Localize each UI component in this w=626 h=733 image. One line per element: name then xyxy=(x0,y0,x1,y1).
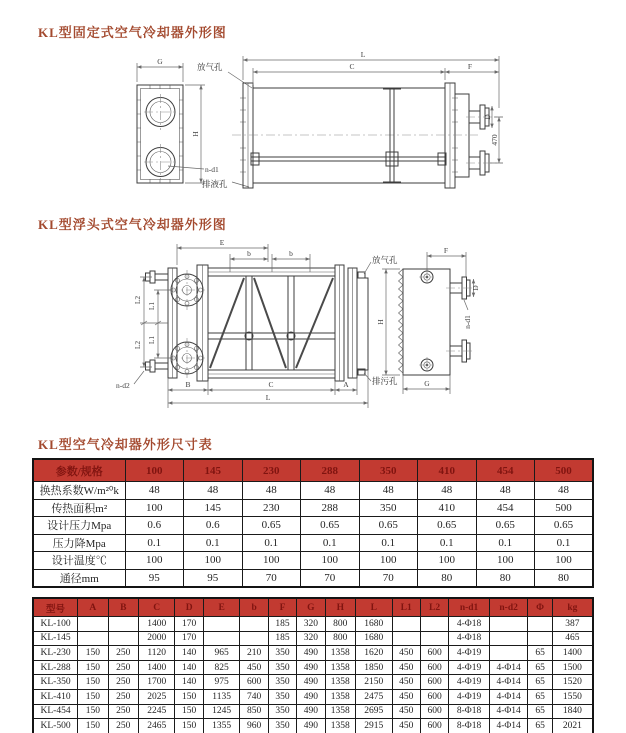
dim-cell: 2150 xyxy=(355,675,392,690)
dim-cell: 600 xyxy=(420,719,448,733)
dim-table xyxy=(32,597,594,733)
dim-cell xyxy=(240,617,268,632)
dim-row xyxy=(33,719,593,733)
dim-cell: 150 xyxy=(78,719,108,733)
spec-cell: 0.1 xyxy=(242,534,301,552)
dim-cell: 1400 xyxy=(138,660,175,675)
dim-col-header: D xyxy=(175,598,203,617)
dim-cell: 490 xyxy=(297,660,325,675)
dim-cell: 4-Φ18 xyxy=(449,617,490,632)
spec-cell: 0.1 xyxy=(184,534,243,552)
title-dimension-table: KL型空气冷却器外形尺寸表 xyxy=(38,437,213,452)
dim-col-header: kg xyxy=(552,598,593,617)
dim-cell: 170 xyxy=(175,631,203,646)
dim-cell: 1135 xyxy=(203,689,240,704)
spec-row-label: 设计温度℃ xyxy=(33,552,125,570)
dim-cell: 320 xyxy=(297,631,325,646)
outlet-flange xyxy=(169,338,205,378)
spec-cell: 100 xyxy=(184,552,243,570)
dim-cell xyxy=(528,617,552,632)
dim-cell: 450 xyxy=(392,660,420,675)
dim-cell: 490 xyxy=(297,719,325,733)
dim-cell: 1120 xyxy=(138,646,175,661)
dim-cell: 4-Φ14 xyxy=(489,704,528,719)
dim-cell: 1680 xyxy=(355,617,392,632)
dim-cell: 150 xyxy=(78,646,108,661)
spec-row xyxy=(33,482,593,500)
dim-E: E xyxy=(219,238,225,247)
dim-cell: 4-Φ19 xyxy=(449,675,490,690)
dim-row xyxy=(33,631,593,646)
dim-cell xyxy=(203,617,240,632)
dim-col-header: E xyxy=(203,598,240,617)
spec-row-label: 换热系数W/m²⁰k xyxy=(33,482,125,500)
dim-cell: 350 xyxy=(268,719,296,733)
dim-col-header: L xyxy=(355,598,392,617)
dim-cell: 1620 xyxy=(355,646,392,661)
dim-row xyxy=(33,646,593,661)
spec-cell: 48 xyxy=(242,482,301,500)
model-cell: KL-145 xyxy=(33,631,78,646)
dim-cell: 8-Φ18 xyxy=(449,704,490,719)
dim-cell: 140 xyxy=(175,646,203,661)
dim-C: C xyxy=(349,62,355,71)
spec-cell: 100 xyxy=(476,552,535,570)
dim-cell xyxy=(78,617,108,632)
spec-cell: 230 xyxy=(242,499,301,517)
dim-cell: 150 xyxy=(78,660,108,675)
dim-A: A xyxy=(343,380,349,389)
spec-cell: 0.65 xyxy=(535,517,594,535)
dim-col-header: G xyxy=(297,598,325,617)
spec-col-header: 288 xyxy=(301,459,360,482)
dim-cell: 1358 xyxy=(325,660,355,675)
spec-cell: 48 xyxy=(535,482,594,500)
front-view-outline xyxy=(137,85,183,183)
dim-cell: 450 xyxy=(392,704,420,719)
spec-cell: 0.65 xyxy=(418,517,477,535)
dim-cell: 65 xyxy=(528,689,552,704)
dim-L: L xyxy=(265,393,271,402)
dim-col-header: B xyxy=(108,598,138,617)
dim-cell: 350 xyxy=(268,689,296,704)
spec-cell: 0.1 xyxy=(301,534,360,552)
spec-row xyxy=(33,569,593,587)
dim-col-header: 型号 xyxy=(33,598,78,617)
bolt-holes-d2-label: n-d2 xyxy=(116,381,130,390)
dim-cell: 320 xyxy=(297,617,325,632)
dim-H: H xyxy=(376,319,385,325)
dim-cell: 150 xyxy=(78,675,108,690)
dim-cell: 2021 xyxy=(552,719,593,733)
dim-cell xyxy=(420,617,448,632)
spec-row-label: 通径mm xyxy=(33,569,125,587)
dim-col-header: L1 xyxy=(392,598,420,617)
model-cell: KL-350 xyxy=(33,675,78,690)
spec-row xyxy=(33,534,593,552)
dim-cell: 250 xyxy=(108,675,138,690)
dim-H: H xyxy=(191,131,200,137)
spec-cell: 454 xyxy=(476,499,535,517)
dim-cell: 600 xyxy=(240,675,268,690)
dim-cell: 250 xyxy=(108,704,138,719)
dim-cell xyxy=(392,631,420,646)
spec-col-header: 145 xyxy=(184,459,243,482)
dim-C: C xyxy=(268,380,274,389)
dim-col-header: b xyxy=(240,598,268,617)
spec-cell: 0.65 xyxy=(359,517,418,535)
dim-cell: 1400 xyxy=(552,646,593,661)
dim-col-header: A xyxy=(78,598,108,617)
spec-cell: 100 xyxy=(125,499,184,517)
dim-cell: 825 xyxy=(203,660,240,675)
dim-B: B xyxy=(185,380,191,389)
dim-col-header: L2 xyxy=(420,598,448,617)
dim-cell: 450 xyxy=(240,660,268,675)
dim-cell: 65 xyxy=(528,675,552,690)
spec-cell: 0.6 xyxy=(184,517,243,535)
dim-row xyxy=(33,660,593,675)
spec-col-header: 500 xyxy=(535,459,594,482)
dim-cell: 185 xyxy=(268,617,296,632)
spec-col-header: 410 xyxy=(418,459,477,482)
dim-cell: 960 xyxy=(240,719,268,733)
dim-col-header: Φ xyxy=(528,598,552,617)
spec-row-label: 传热面积m² xyxy=(33,499,125,517)
dim-cell: 4-Φ18 xyxy=(449,631,490,646)
dim-cell: 800 xyxy=(325,631,355,646)
dim-cell: 250 xyxy=(108,689,138,704)
dim-cell: 4-Φ14 xyxy=(489,719,528,733)
dim-row xyxy=(33,617,593,632)
spec-cell: 410 xyxy=(418,499,477,517)
dim-L2: L2 xyxy=(133,340,142,350)
dim-cell: 465 xyxy=(552,631,593,646)
dim-cell: 387 xyxy=(552,617,593,632)
dim-cell: 250 xyxy=(108,646,138,661)
spec-col-header: 350 xyxy=(359,459,418,482)
dim-cell: 150 xyxy=(175,689,203,704)
dim-cell: 600 xyxy=(420,646,448,661)
spec-cell: 48 xyxy=(359,482,418,500)
dim-L2: L2 xyxy=(133,295,142,305)
dim-b: b xyxy=(247,249,251,258)
bolt-holes-d1-label: n-d1 xyxy=(463,315,472,329)
dim-cell xyxy=(108,617,138,632)
dim-cell: 490 xyxy=(297,675,325,690)
spec-cell: 48 xyxy=(476,482,535,500)
dim-cell: 450 xyxy=(392,689,420,704)
dim-cell xyxy=(489,631,528,646)
title-floating-type: KL型浮头式空气冷却器外形图 xyxy=(38,217,227,232)
dim-cell: 4-Φ14 xyxy=(489,689,528,704)
dim-G: G xyxy=(424,379,430,388)
title-fixed-type: KL型固定式空气冷却器外形图 xyxy=(38,25,227,40)
spec-cell: 0.65 xyxy=(242,517,301,535)
model-cell: KL-454 xyxy=(33,704,78,719)
dim-cell: 1680 xyxy=(355,631,392,646)
side-view-shell xyxy=(253,88,445,183)
bonnet xyxy=(455,94,469,177)
dim-cell: 490 xyxy=(297,689,325,704)
dim-cell: 1520 xyxy=(552,675,593,690)
dim-cell: 4-Φ19 xyxy=(449,646,490,661)
spec-cell: 288 xyxy=(301,499,360,517)
vent-stub xyxy=(358,272,365,278)
dim-cell: 140 xyxy=(175,675,203,690)
spec-cell: 500 xyxy=(535,499,594,517)
dim-cell: 600 xyxy=(420,689,448,704)
spec-cell: 48 xyxy=(301,482,360,500)
dim-cell: 450 xyxy=(392,719,420,733)
spec-cell: 48 xyxy=(418,482,477,500)
dim-cell xyxy=(203,631,240,646)
dim-cell: 4-Φ14 xyxy=(489,660,528,675)
spec-col-header: 454 xyxy=(476,459,535,482)
dim-cell: 965 xyxy=(203,646,240,661)
blowoff-hole-label: 排污孔 xyxy=(372,376,398,386)
dim-cell: 1850 xyxy=(355,660,392,675)
dim-L1: L1 xyxy=(147,301,156,311)
spec-cell: 100 xyxy=(359,552,418,570)
spec-cell: 100 xyxy=(125,552,184,570)
spec-cell: 48 xyxy=(184,482,243,500)
dim-col-header: H xyxy=(325,598,355,617)
dim-cell xyxy=(78,631,108,646)
tube-bundle-edge xyxy=(399,269,404,375)
spec-cell: 80 xyxy=(535,569,594,587)
dim-cell: 1358 xyxy=(325,719,355,733)
dim-col-header: C xyxy=(138,598,175,617)
dim-row xyxy=(33,704,593,719)
dim-cell: 4-Φ19 xyxy=(449,689,490,704)
dim-cell: 1700 xyxy=(138,675,175,690)
drain-hole-label: 排液孔 xyxy=(202,179,228,189)
spec-cell: 0.65 xyxy=(301,517,360,535)
dim-cell: 250 xyxy=(108,660,138,675)
dim-cell: 1245 xyxy=(203,704,240,719)
spec-row-label: 压力降Mpa xyxy=(33,534,125,552)
dim-cell: 800 xyxy=(325,617,355,632)
dim-cell: 350 xyxy=(268,675,296,690)
spec-cell: 70 xyxy=(242,569,301,587)
model-cell: KL-100 xyxy=(33,617,78,632)
spec-cell: 100 xyxy=(301,552,360,570)
dim-cell: 1358 xyxy=(325,704,355,719)
dim-cell: 4-Φ19 xyxy=(449,660,490,675)
spec-cell: 0.1 xyxy=(418,534,477,552)
dim-cell xyxy=(528,631,552,646)
dim-L1: L1 xyxy=(147,335,156,345)
dim-cell: 975 xyxy=(203,675,240,690)
spec-cell: 350 xyxy=(359,499,418,517)
spec-cell: 95 xyxy=(184,569,243,587)
dim-col-header: n-d1 xyxy=(449,598,490,617)
dim-header-row xyxy=(33,598,593,617)
spec-cell: 0.1 xyxy=(359,534,418,552)
spec-row-label: 设计压力Mpa xyxy=(33,517,125,535)
dim-cell: 1358 xyxy=(325,646,355,661)
dim-cell: 185 xyxy=(268,631,296,646)
dim-cell: 350 xyxy=(268,660,296,675)
dim-D: D xyxy=(483,114,492,120)
dim-cell: 600 xyxy=(420,660,448,675)
spec-cell: 100 xyxy=(242,552,301,570)
spec-cell: 0.1 xyxy=(535,534,594,552)
spec-cell: 0.65 xyxy=(476,517,535,535)
spec-cell: 80 xyxy=(476,569,535,587)
dim-cell: 65 xyxy=(528,704,552,719)
spec-row xyxy=(33,499,593,517)
dim-cell xyxy=(420,631,448,646)
spec-cell: 70 xyxy=(301,569,360,587)
dim-cell: 150 xyxy=(175,719,203,733)
dim-cell: 350 xyxy=(268,646,296,661)
spec-cell: 100 xyxy=(418,552,477,570)
dim-cell: 2475 xyxy=(355,689,392,704)
spec-cell: 48 xyxy=(125,482,184,500)
spec-header-row xyxy=(33,459,593,482)
dim-cell: 2465 xyxy=(138,719,175,733)
model-cell: KL-410 xyxy=(33,689,78,704)
dim-cell xyxy=(489,646,528,661)
dim-cell: 1358 xyxy=(325,675,355,690)
dim-cell: 490 xyxy=(297,646,325,661)
spec-col-header: 参数/规格 xyxy=(33,459,125,482)
dim-cell xyxy=(240,631,268,646)
dim-cell: 150 xyxy=(175,704,203,719)
dim-cell: 140 xyxy=(175,660,203,675)
bolt-holes-label: n-d1 xyxy=(205,165,219,174)
dim-cell: 1355 xyxy=(203,719,240,733)
spec-table xyxy=(32,458,594,588)
spec-cell: 70 xyxy=(359,569,418,587)
dim-L: L xyxy=(360,50,366,59)
dim-cell: 1358 xyxy=(325,689,355,704)
model-cell: KL-288 xyxy=(33,660,78,675)
dim-cell: 600 xyxy=(420,675,448,690)
dim-cell: 65 xyxy=(528,719,552,733)
model-cell: KL-230 xyxy=(33,646,78,661)
dim-b: b xyxy=(289,249,293,258)
dim-row xyxy=(33,689,593,704)
drawing-fixed-type xyxy=(0,50,626,210)
truss-bracing xyxy=(210,278,333,368)
vent-hole-label: 放气孔 xyxy=(372,255,398,265)
dim-cell: 250 xyxy=(108,719,138,733)
dim-cell: 2025 xyxy=(138,689,175,704)
dim-D: D xyxy=(471,285,480,291)
dim-cell: 65 xyxy=(528,660,552,675)
dim-cell: 1840 xyxy=(552,704,593,719)
dim-cell xyxy=(392,617,420,632)
spec-cell: 95 xyxy=(125,569,184,587)
dim-cell: 450 xyxy=(392,675,420,690)
dim-470: 470 xyxy=(490,134,499,146)
inlet-flange xyxy=(169,270,205,310)
dim-F: F xyxy=(467,62,473,71)
dim-cell: 2245 xyxy=(138,704,175,719)
spec-cell: 0.6 xyxy=(125,517,184,535)
dim-cell: 150 xyxy=(78,689,108,704)
dim-cell: 150 xyxy=(78,704,108,719)
drawing-floating-type xyxy=(0,232,626,424)
dim-cell: 350 xyxy=(268,704,296,719)
spec-row xyxy=(33,517,593,535)
dim-cell: 450 xyxy=(392,646,420,661)
dim-cell: 2000 xyxy=(138,631,175,646)
dim-cell: 1500 xyxy=(552,660,593,675)
dim-cell: 1550 xyxy=(552,689,593,704)
dim-cell: 600 xyxy=(420,704,448,719)
dim-cell: 490 xyxy=(297,704,325,719)
dim-cell xyxy=(489,617,528,632)
dim-cell: 1400 xyxy=(138,617,175,632)
dim-cell: 170 xyxy=(175,617,203,632)
dim-G: G xyxy=(157,57,163,66)
spec-cell: 100 xyxy=(535,552,594,570)
dim-cell xyxy=(108,631,138,646)
model-cell: KL-500 xyxy=(33,719,78,733)
spec-col-header: 100 xyxy=(125,459,184,482)
spec-cell: 80 xyxy=(418,569,477,587)
dim-row xyxy=(33,675,593,690)
dim-cell: 8-Φ18 xyxy=(449,719,490,733)
dim-F: F xyxy=(443,246,449,255)
spec-col-header: 230 xyxy=(242,459,301,482)
dim-col-header: F xyxy=(268,598,296,617)
spec-cell: 145 xyxy=(184,499,243,517)
dim-cell: 2695 xyxy=(355,704,392,719)
bonnet xyxy=(357,278,368,370)
dim-cell: 65 xyxy=(528,646,552,661)
dim-cell: 4-Φ14 xyxy=(489,675,528,690)
spec-row xyxy=(33,552,593,570)
dim-cell: 850 xyxy=(240,704,268,719)
spec-cell: 0.1 xyxy=(125,534,184,552)
vent-hole-label: 放气孔 xyxy=(197,62,223,72)
dim-cell: 740 xyxy=(240,689,268,704)
dim-cell: 210 xyxy=(240,646,268,661)
spec-cell: 0.1 xyxy=(476,534,535,552)
dim-cell: 2915 xyxy=(355,719,392,733)
dim-col-header: n-d2 xyxy=(489,598,528,617)
